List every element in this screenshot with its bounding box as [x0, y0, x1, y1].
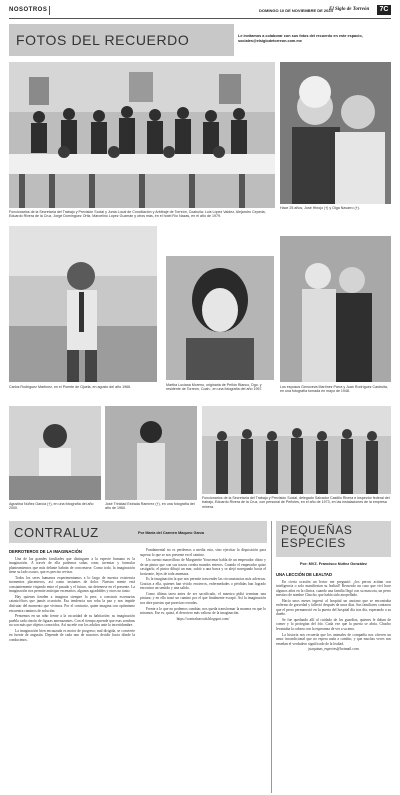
caption-girl-desk: Agustina Núñez García (†), en una fotografía del año 2000.: [9, 502, 94, 511]
fotos-invite: [238, 34, 396, 44]
contraluz-paragraph: Una de las grandes facultades que distinguen a la especie humana es la imaginación. A través de ella podemos soñar, crear, inventar y formular planteamientos que más delante habrán de concretarse. Como todo, la imaginación tiene su lado oscuro, que es preciso revisar.: [9, 556, 135, 575]
fotos-title: FOTOS DEL RECUERDO: [16, 32, 190, 48]
contraluz-paragraph: Fundamental no es perdernos a media ruta, sino ejercitar la disposición para superar lo que se nos presente en el camino.: [140, 548, 266, 557]
fotos-invite-text: Le invitamos a colaborar con sus fotos del recuerdo en este espacio,: [238, 34, 363, 38]
page-number: 7C: [377, 5, 391, 15]
contraluz-blog-link[interactable]: https://contraluzcoah.blogspot.com/: [176, 616, 230, 621]
pequenas-paragraph: La historia nos recuerda que los animales de compañía nos ofrecen un amor incondicional que no espera nada a cambio, y que muchas veces nos enseñan el verdadero significado de la lealtad.: [276, 632, 391, 646]
caption-group-dinner: Funcionarios de la Secretaría del Trabajo y Previsión Social y Junta Local de Conciliación y Arbitraje de Torreón, Coahuila: Luis López Valdez, Alejandro Cepeda, Eduardo Rivera de la Cruz, Jorge Domínguez Ortiz, Marcelino López Guzmán y otros más, en el hotel Río Nazas, en el año de 1979.: [9, 210, 266, 219]
contraluz-col1: [9, 548, 135, 793]
pequenas-subheading: UNA LECCIÓN DE LEALTAD: [276, 572, 332, 577]
caption-old-couple: Los esposos Genoveva Martínez Parra y Juan Rodríguez Castruita, en una fotografía tomada en mayo de 1948.: [280, 385, 388, 394]
contraluz-paragraph: Como última tarea antes de ser sacrificado, el maestro pidió terminar una pintura; y en ella trazó un camino por el que finalmente escapó. Así la imaginación nos abre puertas que parecían cerradas.: [140, 591, 266, 606]
pequenas-title-line1: PEQUEÑAS: [281, 523, 353, 537]
contraluz-paragraph: Todos los seres humanos experimentamos a lo largo de nuestra existencia momentos placenteros, así como instantes de dolor. Nuestra mente está constantemente viajando entre el pasado y el futuro, sin detenerse en el presente. La imaginación nos permite anticipar escenarios, algunos agradables y otros no tanto.: [9, 575, 135, 594]
contraluz-paragraph: Pensemos en un niño frente a la oscuridad de su habitación: su imaginación puebla cada rincón de figuras amenazantes. Con el tiempo aprende que esas sombras no son más que objetos conocidos. Así sucede con los adultos ante la incertidumbre.: [9, 614, 135, 628]
caption-woman-portrait: Martha Luciana Moreno, originaria de Peñón Blanco, Dgo. y residente de Torreón, Coah., en una fotografía del año 1957.: [166, 383, 263, 392]
contraluz-title: CONTRALUZ: [14, 525, 99, 540]
contraluz-subheading: DERROTEROS DE LA IMAGINACIÓN: [9, 549, 82, 554]
photo-woman-small: [105, 406, 197, 500]
pequenas-byline: Por: MVZ. Francisco Núñez González: [300, 562, 367, 566]
pequenas-paragraph: En cierta ocasión un lector me preguntó: ¿los perros actúan con inteligencia o solo manifiestan su lealtad? Recuerdo un caso que viví hace algunos años en la clínica, cuando una familia llegó con su mascota, un perro mestizo de nombre Chucho, que había sido atropellado.: [276, 579, 391, 598]
contraluz-paragraph: Frente a lo que no podemos cambiar, nos queda transformar la manera en que lo miramos. Ese es, quizá, el derrotero más valioso de la imaginación.: [140, 606, 266, 616]
fotos-invite-email: sociales@elsiglodetorreon.com.mx: [238, 39, 302, 43]
section-label: NOSOTROS: [9, 7, 48, 13]
paper-logo: El Siglo de Torreón: [329, 7, 370, 12]
pequenas-paragraph: Hacía unos meses ingresó al hospital un anciano que se encontraba enfermo de gravedad y falleció después de unos días. Sus familiares contaron que el perro permaneció en la puerta del hospital día tras día, esperando a su dueño.: [276, 598, 391, 617]
photo-girl-desk: [9, 406, 101, 500]
pequenas-body: [276, 571, 391, 793]
pequenas-paragraph: Se fue quedando allí al cuidado de los guardias, quienes le daban de comer y lo protegían del frío. Cada vez que la puerta se abría, Chucho levantaba la cabeza con la esperanza de ver a su amo.: [276, 617, 391, 632]
contraluz-paragraph: Un cuento maravilloso de Marguerite Yourcenar habla de un emperador chino y de un pintor que con sus trazos creaba mundos enteros. Cuando el emperador quiso castigarlo, el pintor dibujó un mar, subió a una barca y se alejó navegando hacia el horizonte, lejos de toda amenaza.: [140, 558, 266, 576]
photo-old-couple: [280, 236, 391, 382]
header-date: DOMINGO 10 DE NOVIEMBRE DE 2024: [259, 8, 333, 13]
caption-woman-small: José Trinidad Estrada Ramírez (†), en una fotografía del año de 1960.: [105, 502, 195, 511]
contraluz-paragraph: Hay quienes tienden a imaginar siempre lo peor, a construir escenarios catastróficos que jamás ocurrirán. Esa tendencia nos roba la paz y nos impide disfrutar del momento que vivimos. Por el contrario, quien imagina con optimismo encuentra caminos de solución.: [9, 594, 135, 613]
header-divider: [49, 6, 50, 15]
caption-man-bridge: Carlos Rodríguez Martínez, en el Puente de Ojuela, en agosto del año 1966.: [9, 385, 132, 389]
caption-group-mine: Funcionarios de la Secretaría del Trabajo y Previsión Social, delegado Salvador Castillo Rivera e inspector federal del trabajo, Eduardo Rivera de la Cruz, con personal de Peñoles, en el año de 1973, en las instalaciones de la empresa minera.: [202, 496, 390, 509]
contraluz-col2: [140, 548, 266, 793]
photo-group-mine: [202, 406, 391, 494]
photo-couple: [280, 62, 391, 204]
photo-group-dinner: [9, 62, 275, 208]
caption-couple: Hace 25 años, José Hinojo (†) y Olga Navarro (†).: [280, 206, 360, 210]
pequenas-title-line2: ESPECIES: [281, 536, 346, 550]
contraluz-byline: Por María del Carmen Maqueo Garza: [138, 531, 205, 535]
contraluz-paragraph: Es la imaginación la que nos permite trascender las circunstancias más adversas. Gracias a ella, quienes han vivido encierros, enfermedades o pérdidas han logrado encontrar un sentido y una salida.: [140, 577, 266, 591]
contraluz-paragraph: La imaginación bien encauzada es motor de progreso; mal dirigida, se convierte en fuente de angustia. Depende de cada uno de nosotros decidir hacia dónde la conducimos.: [9, 628, 135, 642]
page-header: [9, 6, 391, 19]
photo-man-bridge: [9, 226, 157, 382]
column-divider: [271, 521, 272, 793]
pequenas-title: [281, 524, 353, 550]
pequenas-email[interactable]: juaquinas_especies@hotmail.com: [308, 647, 359, 652]
photo-woman-portrait: [166, 256, 274, 380]
